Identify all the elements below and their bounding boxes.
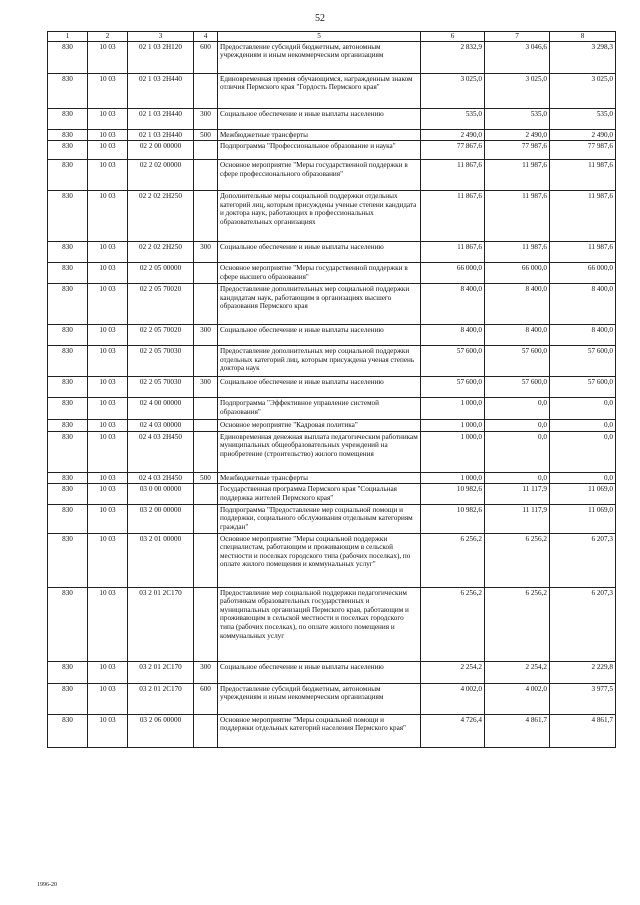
table-row (48, 242, 616, 263)
table-row (48, 472, 616, 484)
amount-year2-cell: 3 046,6 (485, 41, 550, 73)
description-cell: Социальное обеспечение и иные выплаты населению (218, 325, 421, 346)
table-row (48, 108, 616, 129)
table-row (48, 683, 616, 714)
description-cell: Государственная программа Пермского края "Социальная поддержка жителей Пермского края" (218, 484, 421, 504)
section-code-cell: 10 03 (88, 325, 128, 346)
table-row (48, 41, 616, 73)
section-code-cell: 10 03 (88, 472, 128, 484)
amount-year1-cell: 6 256,2 (421, 533, 485, 587)
expense-type-cell (194, 346, 218, 377)
description-cell: Предоставление дополнительных мер социальной поддержки отдельных категорий лиц, которым присуждена ученая степень доктора наук (218, 346, 421, 377)
table-row (48, 191, 616, 242)
amount-year3-cell: 66 000,0 (550, 263, 616, 284)
amount-year1-cell: 4 726,4 (421, 714, 485, 747)
amount-year1-cell: 57 600,0 (421, 346, 485, 377)
section-code-cell: 10 03 (88, 263, 128, 284)
description-cell: Основное мероприятие "Меры социальной помощи и поддержки отдельных категорий населения Пермского края" (218, 714, 421, 747)
target-article-cell: 02 2 02 00000 (128, 160, 194, 191)
section-code-cell: 10 03 (88, 431, 128, 472)
amount-year3-cell: 0,0 (550, 420, 616, 432)
section-code-cell: 10 03 (88, 284, 128, 325)
ministry-code-cell: 830 (48, 431, 88, 472)
section-code-cell: 10 03 (88, 714, 128, 747)
expense-type-cell (194, 191, 218, 242)
target-article-cell: 02 4 00 00000 (128, 398, 194, 420)
amount-year3-cell: 535,0 (550, 108, 616, 129)
section-code-cell: 10 03 (88, 398, 128, 420)
description-cell: Межбюджетные трансферты (218, 472, 421, 484)
section-code-cell: 10 03 (88, 504, 128, 533)
amount-year1-cell: 2 490,0 (421, 129, 485, 141)
amount-year2-cell: 2 254,2 (485, 661, 550, 683)
section-code-cell: 10 03 (88, 242, 128, 263)
target-article-cell: 02 2 02 2Н250 (128, 242, 194, 263)
amount-year3-cell: 6 207,3 (550, 587, 616, 661)
amount-year1-cell: 66 000,0 (421, 263, 485, 284)
ministry-code-cell: 830 (48, 504, 88, 533)
table-row (48, 398, 616, 420)
expense-type-cell (194, 420, 218, 432)
ministry-code-cell: 830 (48, 41, 88, 73)
amount-year1-cell: 1 000,0 (421, 398, 485, 420)
amount-year2-cell: 4 002,0 (485, 683, 550, 714)
table-row (48, 141, 616, 160)
amount-year3-cell: 0,0 (550, 398, 616, 420)
expense-type-cell: 500 (194, 472, 218, 484)
column-number: 3 (128, 32, 194, 42)
table-row (48, 431, 616, 472)
expense-type-cell (194, 533, 218, 587)
table-row (48, 484, 616, 504)
column-number: 6 (421, 32, 485, 42)
amount-year1-cell: 535,0 (421, 108, 485, 129)
target-article-cell: 02 1 03 2Н120 (128, 41, 194, 73)
target-article-cell: 03 0 00 00000 (128, 484, 194, 504)
expense-type-cell (194, 484, 218, 504)
description-cell: Предоставление субсидий бюджетным, автономным учреждениям и иным некоммерческим организациям (218, 41, 421, 73)
section-code-cell: 10 03 (88, 141, 128, 160)
column-number: 1 (48, 32, 88, 42)
expense-type-cell: 300 (194, 325, 218, 346)
section-code-cell: 10 03 (88, 108, 128, 129)
target-article-cell: 02 2 05 70020 (128, 325, 194, 346)
amount-year2-cell: 0,0 (485, 472, 550, 484)
ministry-code-cell: 830 (48, 398, 88, 420)
target-article-cell: 03 2 01 2С170 (128, 683, 194, 714)
expense-type-cell (194, 284, 218, 325)
amount-year2-cell: 0,0 (485, 431, 550, 472)
amount-year1-cell: 10 982,6 (421, 484, 485, 504)
description-cell: Единовременная премия обучающимся, награжденным знаком отличия Пермского края "Гордость Пермского края" (218, 73, 421, 108)
amount-year1-cell: 11 867,6 (421, 242, 485, 263)
amount-year1-cell: 1 000,0 (421, 420, 485, 432)
description-cell: Основное мероприятие "Кадровая политика" (218, 420, 421, 432)
section-code-cell: 10 03 (88, 420, 128, 432)
document-code: 1996-20 (37, 882, 57, 888)
amount-year2-cell: 11 987,6 (485, 160, 550, 191)
expense-type-cell: 300 (194, 108, 218, 129)
table-row (48, 661, 616, 683)
amount-year1-cell: 2 254,2 (421, 661, 485, 683)
target-article-cell: 02 1 03 2Н440 (128, 73, 194, 108)
expense-type-cell (194, 714, 218, 747)
ministry-code-cell: 830 (48, 129, 88, 141)
target-article-cell: 02 2 05 00000 (128, 263, 194, 284)
ministry-code-cell: 830 (48, 284, 88, 325)
description-cell: Основное мероприятие "Меры социальной поддержки специалистам, работающим и проживающим в сельской местности и поселках городского типа (рабочих поселках), по оплате жилого помещения и коммунальных услуг" (218, 533, 421, 587)
ministry-code-cell: 830 (48, 714, 88, 747)
ministry-code-cell: 830 (48, 108, 88, 129)
target-article-cell: 02 2 05 70030 (128, 377, 194, 398)
ministry-code-cell: 830 (48, 587, 88, 661)
description-cell: Предоставление субсидий бюджетным, автономным учреждениям и иным некоммерческим организациям (218, 683, 421, 714)
table-row (48, 504, 616, 533)
amount-year3-cell: 11 069,0 (550, 484, 616, 504)
description-cell: Подпрограмма "Предоставление мер социальной помощи и поддержки, социального обслуживания отдельным категориям граждан" (218, 504, 421, 533)
column-number: 7 (485, 32, 550, 42)
description-cell: Межбюджетные трансферты (218, 129, 421, 141)
target-article-cell: 02 2 02 2Н250 (128, 191, 194, 242)
amount-year3-cell: 77 987,6 (550, 141, 616, 160)
table-row (48, 160, 616, 191)
amount-year1-cell: 4 002,0 (421, 683, 485, 714)
ministry-code-cell: 830 (48, 683, 88, 714)
target-article-cell: 03 2 01 2С170 (128, 587, 194, 661)
target-article-cell: 03 2 01 00000 (128, 533, 194, 587)
description-cell: Подпрограмма "Профессиональное образование и наука" (218, 141, 421, 160)
description-cell: Основное мероприятие "Меры государственной поддержки в сфере профессионального образования" (218, 160, 421, 191)
amount-year3-cell: 6 207,3 (550, 533, 616, 587)
amount-year3-cell: 11 069,0 (550, 504, 616, 533)
amount-year1-cell: 77 867,6 (421, 141, 485, 160)
amount-year1-cell: 57 600,0 (421, 377, 485, 398)
description-cell: Социальное обеспечение и иные выплаты населению (218, 108, 421, 129)
expense-type-cell (194, 587, 218, 661)
target-article-cell: 02 4 03 2Н450 (128, 472, 194, 484)
amount-year2-cell: 11 117,9 (485, 504, 550, 533)
section-code-cell: 10 03 (88, 41, 128, 73)
amount-year2-cell: 11 117,9 (485, 484, 550, 504)
amount-year3-cell: 8 400,0 (550, 325, 616, 346)
table-row (48, 533, 616, 587)
ministry-code-cell: 830 (48, 325, 88, 346)
amount-year2-cell: 535,0 (485, 108, 550, 129)
section-code-cell: 10 03 (88, 661, 128, 683)
section-code-cell: 10 03 (88, 533, 128, 587)
amount-year2-cell: 11 987,6 (485, 191, 550, 242)
ministry-code-cell: 830 (48, 484, 88, 504)
expense-type-cell: 300 (194, 661, 218, 683)
target-article-cell: 02 1 03 2Н440 (128, 108, 194, 129)
table-row (48, 263, 616, 284)
description-cell: Предоставление дополнительных мер социальной поддержки кандидатам наук, работающим в организациях высшего образования Пермского края (218, 284, 421, 325)
target-article-cell: 02 1 03 2Н440 (128, 129, 194, 141)
table-row (48, 129, 616, 141)
ministry-code-cell: 830 (48, 263, 88, 284)
amount-year3-cell: 2 490,0 (550, 129, 616, 141)
amount-year3-cell: 0,0 (550, 472, 616, 484)
expense-type-cell: 300 (194, 242, 218, 263)
amount-year2-cell: 77 987,6 (485, 141, 550, 160)
amount-year3-cell: 3 977,5 (550, 683, 616, 714)
amount-year1-cell: 3 025,0 (421, 73, 485, 108)
description-cell: Социальное обеспечение и иные выплаты населению (218, 377, 421, 398)
column-number: 2 (88, 32, 128, 42)
section-code-cell: 10 03 (88, 160, 128, 191)
amount-year2-cell: 11 987,6 (485, 242, 550, 263)
expense-type-cell (194, 160, 218, 191)
target-article-cell: 02 4 03 00000 (128, 420, 194, 432)
ministry-code-cell: 830 (48, 191, 88, 242)
table-row (48, 377, 616, 398)
section-code-cell: 10 03 (88, 587, 128, 661)
amount-year2-cell: 57 600,0 (485, 346, 550, 377)
description-cell: Предоставление мер социальной поддержки педагогическим работникам образовательных государственных и муниципальных организаций Пермского края, работающим и проживающим в сельской местности и поселках городского типа (рабочих поселках), по оплате жилого помещения и коммунальных услуг (218, 587, 421, 661)
amount-year2-cell: 8 400,0 (485, 325, 550, 346)
amount-year1-cell: 11 867,6 (421, 191, 485, 242)
amount-year2-cell: 3 025,0 (485, 73, 550, 108)
ministry-code-cell: 830 (48, 73, 88, 108)
target-article-cell: 03 2 06 00000 (128, 714, 194, 747)
description-cell: Социальное обеспечение и иные выплаты населению (218, 242, 421, 263)
description-cell: Единовременная денежная выплата педагогическим работникам муниципальных общеобразовательных учреждений на приобретение (строительство) жилого помещения (218, 431, 421, 472)
expense-type-cell: 600 (194, 41, 218, 73)
amount-year2-cell: 0,0 (485, 398, 550, 420)
expense-type-cell (194, 504, 218, 533)
amount-year2-cell: 66 000,0 (485, 263, 550, 284)
section-code-cell: 10 03 (88, 346, 128, 377)
amount-year2-cell: 0,0 (485, 420, 550, 432)
column-number-row (48, 32, 616, 42)
ministry-code-cell: 830 (48, 472, 88, 484)
amount-year2-cell: 2 490,0 (485, 129, 550, 141)
amount-year3-cell: 0,0 (550, 431, 616, 472)
amount-year2-cell: 4 861,7 (485, 714, 550, 747)
amount-year2-cell: 6 256,2 (485, 533, 550, 587)
target-article-cell: 02 2 00 00000 (128, 141, 194, 160)
target-article-cell: 02 2 05 70030 (128, 346, 194, 377)
amount-year1-cell: 1 000,0 (421, 472, 485, 484)
ministry-code-cell: 830 (48, 160, 88, 191)
target-article-cell: 03 2 00 00000 (128, 504, 194, 533)
amount-year3-cell: 3 025,0 (550, 73, 616, 108)
amount-year1-cell: 8 400,0 (421, 284, 485, 325)
amount-year3-cell: 11 987,6 (550, 160, 616, 191)
amount-year1-cell: 2 832,9 (421, 41, 485, 73)
amount-year1-cell: 6 256,2 (421, 587, 485, 661)
amount-year3-cell: 11 987,6 (550, 191, 616, 242)
expense-type-cell (194, 263, 218, 284)
amount-year1-cell: 1 000,0 (421, 431, 485, 472)
target-article-cell: 03 2 01 2С170 (128, 661, 194, 683)
ministry-code-cell: 830 (48, 661, 88, 683)
amount-year2-cell: 57 600,0 (485, 377, 550, 398)
expense-type-cell (194, 73, 218, 108)
amount-year3-cell: 3 298,3 (550, 41, 616, 73)
table-row (48, 325, 616, 346)
section-code-cell: 10 03 (88, 377, 128, 398)
amount-year3-cell: 57 600,0 (550, 377, 616, 398)
ministry-code-cell: 830 (48, 420, 88, 432)
expense-type-cell (194, 398, 218, 420)
table-row (48, 714, 616, 747)
budget-table (47, 31, 616, 748)
amount-year2-cell: 6 256,2 (485, 587, 550, 661)
section-code-cell: 10 03 (88, 191, 128, 242)
description-cell: Социальное обеспечение и иные выплаты населению (218, 661, 421, 683)
table-body (48, 41, 616, 747)
amount-year3-cell: 57 600,0 (550, 346, 616, 377)
expense-type-cell: 600 (194, 683, 218, 714)
section-code-cell: 10 03 (88, 683, 128, 714)
amount-year1-cell: 11 867,6 (421, 160, 485, 191)
table-row (48, 420, 616, 432)
section-code-cell: 10 03 (88, 484, 128, 504)
expense-type-cell: 300 (194, 377, 218, 398)
ministry-code-cell: 830 (48, 141, 88, 160)
description-cell: Основное мероприятие "Меры государственной поддержки в сфере высшего образования" (218, 263, 421, 284)
ministry-code-cell: 830 (48, 533, 88, 587)
target-article-cell: 02 2 05 70020 (128, 284, 194, 325)
ministry-code-cell: 830 (48, 377, 88, 398)
page-number: 52 (315, 13, 325, 24)
expense-type-cell (194, 141, 218, 160)
column-number: 5 (218, 32, 421, 42)
amount-year3-cell: 11 987,6 (550, 242, 616, 263)
target-article-cell: 02 4 03 2Н450 (128, 431, 194, 472)
section-code-cell: 10 03 (88, 129, 128, 141)
description-cell: Дополнительные меры социальной поддержки отдельных категорий лиц, которым присуждены ученые степени кандидата и доктора наук, работающих в профессиональных образовательных организациях (218, 191, 421, 242)
amount-year3-cell: 8 400,0 (550, 284, 616, 325)
description-cell: Подпрограмма "Эффективное управление системой образования" (218, 398, 421, 420)
table-row (48, 73, 616, 108)
expense-type-cell (194, 431, 218, 472)
table-row (48, 284, 616, 325)
ministry-code-cell: 830 (48, 242, 88, 263)
amount-year3-cell: 2 229,8 (550, 661, 616, 683)
amount-year1-cell: 8 400,0 (421, 325, 485, 346)
table-row (48, 346, 616, 377)
section-code-cell: 10 03 (88, 73, 128, 108)
expense-type-cell: 500 (194, 129, 218, 141)
amount-year3-cell: 4 861,7 (550, 714, 616, 747)
ministry-code-cell: 830 (48, 346, 88, 377)
column-number: 8 (550, 32, 616, 42)
table-row (48, 587, 616, 661)
amount-year1-cell: 10 982,6 (421, 504, 485, 533)
amount-year2-cell: 8 400,0 (485, 284, 550, 325)
column-number: 4 (194, 32, 218, 42)
